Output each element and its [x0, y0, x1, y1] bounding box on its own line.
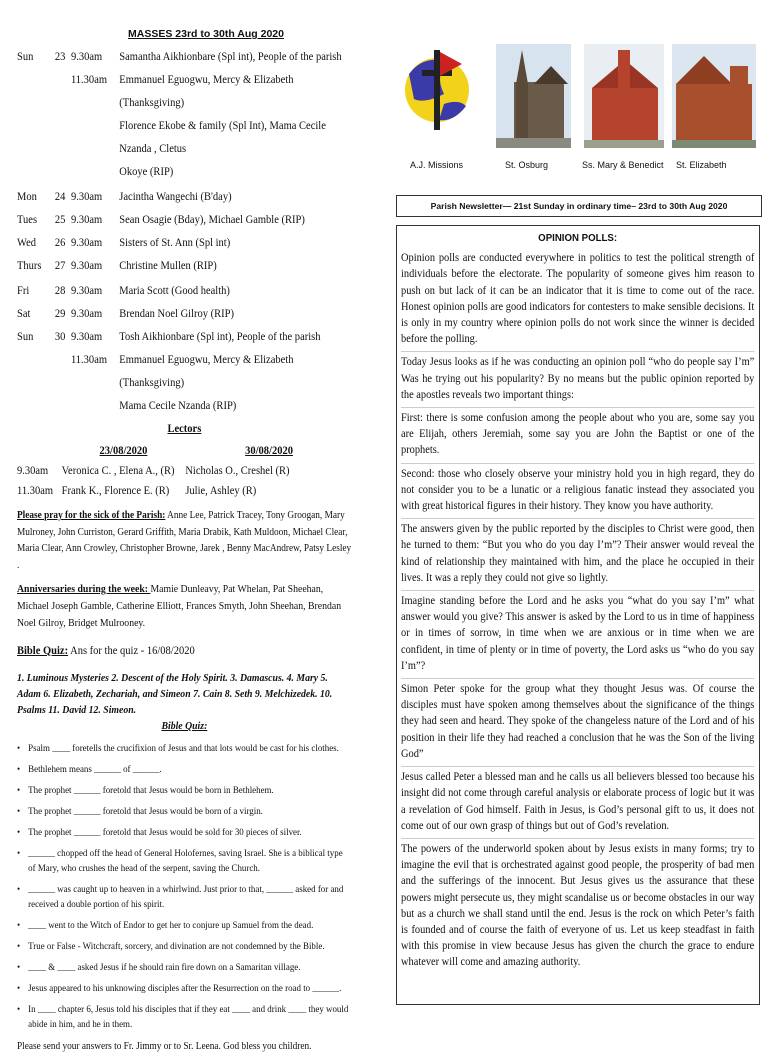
mass-time: 9.30am — [70, 51, 103, 63]
mass-time: 9.30am — [70, 191, 103, 203]
mass-time — [71, 115, 119, 161]
answers-text: 1. Luminous Mysteries 2. Descent of the Holy Spirit. 3. Damascus. 4. Mary 5. Adam 6. Elizabeth, Zechariah, and Simeon 7. Cain 8. Seth 9. Melchizedek. 10. Psalms 11. David 12. Simeon. — [17, 673, 333, 716]
bible-quiz-date: Ans for the quiz - 16/08/2020 — [68, 645, 195, 657]
quiz-question-text: The prophet ______ foretold that Jesus would be born of a virgin. — [28, 806, 263, 817]
quiz-question — [17, 1002, 352, 1032]
quiz-question — [17, 981, 352, 996]
bullet-icon: • — [17, 1004, 21, 1015]
quiz-question — [17, 918, 352, 933]
mass-intent: Florence Ekobe & family (Spl Int), Mama Cecile Nzanda , Cletus — [119, 120, 326, 155]
article-paragraph: Jesus called Peter a blessed man and he calls us all believers blessed too because his insight did not come through careful analysis or elaborate process of logic but it was a revelation of God himself. Faith in Jesus, is God’s personal gift to us, it does not come out of our own grasp of things but out of God’s revelation. — [401, 766, 754, 834]
mass-time: 9.30am — [70, 237, 103, 249]
mass-date: 23 — [54, 51, 66, 63]
mass-time: 11.30am — [70, 74, 108, 86]
quiz-question — [17, 741, 352, 756]
caption-st-osburg: St. Osburg — [505, 160, 549, 170]
newsletter-banner: Parish Newsletter— 21st Sunday in ordinary time– 23rd to 30th Aug 2020 — [396, 195, 762, 217]
quiz-question — [17, 846, 352, 876]
article-paragraph: The powers of the underworld spoken about by Jesus exists in many forms; try to imagine the evil that is orchestrated against good people, the prosperity of bad men and the sufferings of the innocent. But Jesus gives us the assurance that these powers might persecute us, they might scandalise us or become obstacles in our way but as a church we shall stand until the end. Jesus is the rock on which Peter’s faith is founded and of course the faith of everyone of us. Let us keep steadfast in faith with this promise in view because Jesus has given the church the grace to endure whatever will come and amazing authority. — [401, 838, 754, 971]
mass-day: Sun — [17, 331, 34, 343]
mass-date: 25 — [54, 214, 66, 226]
article-paragraph: Imagine standing before the Lord and he asks you “what do you say I’m” what answer would you give? This answer is asked by the Lord to us in time of happiness or in times of sorrow, in time when we are anxious or in time when we are confident, in time of plenty or in time of poverty, the Lord asks us “who do you say I’m”? — [401, 590, 754, 674]
mass-date: 24 — [54, 191, 66, 203]
lectors-time: 11.30am — [17, 485, 54, 497]
mass-intent: Tosh Aikhionbare (Spl int), People of the parish — [119, 331, 321, 343]
quiz-question — [17, 960, 352, 975]
article-paragraph: The answers given by the public reported by the disciples to Christ were good, then he turned to them: “But you who do you day I’m”? Their answer would reveal the kind of relationship they maintained with him, and the place he occupied in their lives. It was a reply they could not give so lightly. — [401, 518, 754, 586]
quiz-question — [17, 804, 352, 819]
mass-day: Wed — [17, 237, 36, 249]
mass-row — [17, 115, 352, 161]
lectors-date-1: 23/08/2020 — [99, 445, 148, 457]
mass-time: 9.30am — [70, 308, 103, 320]
mass-row — [17, 161, 352, 184]
quiz-question-text: Psalm ____ foretells the crucifixion of Jesus and that lots would be cast for his clothes. — [28, 743, 339, 754]
anniversaries — [17, 581, 352, 632]
quiz-question-text: ______ was caught up to heaven in a whirlwind. Just prior to that, ______ asked for and received a double portion of his spirit. — [28, 884, 344, 910]
bullet-icon: • — [17, 764, 21, 775]
lectors-time: 9.30am — [17, 465, 49, 477]
mass-day: Fri — [17, 285, 30, 297]
left-column — [17, 28, 352, 1058]
article-body — [401, 250, 754, 970]
opinion-polls-article — [396, 225, 760, 1005]
mass-intent: Maria Scott (Good health) — [119, 285, 230, 297]
mass-date: 30 — [54, 331, 66, 343]
quiz-question-text: Jesus appeared to his unknowing disciples after the Resurrection on the road to ______. — [28, 983, 342, 994]
lectors-cell: Frank K., Florence E. (R) — [61, 485, 170, 497]
quiz-closing: Please send your answers to Fr. Jimmy or to Sr. Leena. God bless you children. — [17, 1041, 312, 1052]
mass-row — [17, 349, 352, 395]
lectors-cell: Julie, Ashley (R) — [185, 485, 257, 497]
lectors-heading: Lectors — [167, 423, 202, 435]
article-title: OPINION POLLS: — [538, 232, 618, 244]
quiz-question-text: ____ & ____ asked Jesus if he should rain fire down on a Samaritan village. — [28, 962, 301, 973]
mass-date: 28 — [54, 285, 66, 297]
mass-intent: Okoye (RIP) — [119, 166, 174, 178]
bible-quiz-header — [17, 640, 352, 663]
quiz-question — [17, 939, 352, 954]
masses-title: MASSES 23rd to 30th Aug 2020 — [128, 28, 284, 40]
mass-row — [17, 209, 352, 232]
anniversaries-names: Mamie Dunleavy, Pat Whelan, Pat Sheehan, Michael Joseph Gamble, Catherine Elliott, Frances Smyth, John Sheehan, Brendan Noel Gilroy, Bridget Mulrooney. — [17, 584, 342, 629]
mass-day: Sat — [17, 308, 31, 320]
article-paragraph: Simon Peter spoke for the group what they thought Jesus was. Of course the disciples must have spoken among themselves about the significance of the things they had seen and heard. They spoke of the changeless nature of the Lord and of his position in their life they had reached a conclusion that he was the Son of the living God” — [401, 678, 754, 762]
mass-date — [52, 69, 65, 115]
mass-row — [17, 46, 352, 69]
mass-row — [17, 303, 352, 326]
mass-date: 29 — [54, 308, 66, 320]
aj-missions-logo — [405, 50, 469, 130]
sick-list — [17, 508, 352, 574]
mass-intent: Sisters of St. Ann (Spl int) — [119, 237, 231, 249]
mass-day: Tues — [17, 214, 38, 226]
lectors-date-2: 30/08/2020 — [245, 445, 293, 457]
bullet-icon: • — [17, 884, 21, 895]
mass-row — [17, 326, 352, 349]
quiz-question — [17, 825, 352, 840]
caption-ss-mary-benedict: Ss. Mary & Benedict — [582, 160, 664, 170]
mass-day: Sun — [17, 51, 34, 63]
bullet-icon: • — [17, 920, 21, 931]
mass-row — [17, 255, 352, 278]
quiz-question-text: Bethlehem means ______ of ______. — [28, 764, 162, 775]
mass-schedule — [17, 46, 352, 418]
article-paragraph: Today Jesus looks as if he was conducting an opinion poll “who do people say I’m” Was he trying out his popularity? By no means but the public opinion reported by the apostles reveals two important things: — [401, 351, 754, 403]
quiz-questions — [17, 741, 352, 1032]
mass-row — [17, 232, 352, 255]
mass-date — [52, 115, 65, 161]
mass-time: 9.30am — [70, 260, 103, 272]
bullet-icon: • — [17, 743, 21, 754]
quiz-question-text: True or False - Witchcraft, sorcery, and divination are not condemned by the Bible. — [28, 941, 325, 952]
mass-row — [17, 280, 352, 303]
article-paragraph: First: there is some confusion among the people about who you are, some say you are Elijah, others Jeremiah, some say you are John the Baptist or one of the prophets. — [401, 407, 754, 459]
quiz-title: Bible Quiz: — [161, 721, 208, 732]
anniversaries-label: Anniversaries during the week: — [17, 584, 151, 595]
mass-time: 9.30am — [70, 331, 103, 343]
mass-date — [52, 395, 65, 418]
mass-time — [71, 395, 119, 418]
mass-day — [17, 349, 52, 395]
mass-day: Mon — [17, 191, 37, 203]
st-osburg-photo — [496, 44, 571, 148]
mass-row — [17, 186, 352, 209]
sick-names: Anne Lee, Patrick Tracey, Tony Groogan, Mary Mulroney, John Curriston, Gerard Griffith, Maria Drabik, Kath Muldoon, Michael Clear, Maria Clear, Ann Crowley, Christopher Browne, Jarek , Benny MacAndrew, Patsy Lesley . — [17, 510, 352, 571]
st-elizabeth-photo — [672, 44, 756, 148]
mass-day — [17, 115, 52, 161]
caption-aj-missions: A.J. Missions — [410, 160, 464, 170]
mass-date: 26 — [54, 237, 66, 249]
bullet-icon: • — [17, 827, 21, 838]
mass-intent: Mama Cecile Nzanda (RIP) — [119, 400, 237, 412]
mass-time: 9.30am — [70, 285, 103, 297]
mass-intent: Samantha Aikhionbare (Spl int), People of the parish — [119, 51, 342, 63]
quiz-question — [17, 882, 352, 912]
mass-intent: Brendan Noel Gilroy (RIP) — [119, 308, 234, 320]
mass-row — [17, 395, 352, 418]
quiz-question — [17, 783, 352, 798]
mass-day — [17, 69, 52, 115]
mass-time: 9.30am — [70, 214, 103, 226]
mass-time — [71, 161, 119, 184]
bullet-icon: • — [17, 962, 21, 973]
mass-date: 27 — [54, 260, 66, 272]
quiz-question-text: The prophet ______ foretold that Jesus would be sold for 30 pieces of silver. — [28, 827, 302, 838]
bible-quiz-label: Bible Quiz: — [17, 645, 69, 657]
mass-intent: Christine Mullen (RIP) — [119, 260, 217, 272]
church-photos — [404, 44, 756, 148]
mass-date — [52, 349, 65, 395]
article-paragraph: Opinion polls are conducted everywhere in politics to test the political strength of individuals before the electorate. The popularity of someone gives him reason to push on but lack of it can be an indicator that it is time to come out of the race. Honest opinion polls are good indicators for contesters to make sensible decisions. It is only in my country where opinion polls do not work since the winner is decided before the polling. — [401, 252, 755, 346]
bullet-icon: • — [17, 941, 21, 952]
quiz-question — [17, 762, 352, 777]
mass-date — [52, 161, 65, 184]
mass-day: Thurs — [17, 260, 42, 272]
quiz-question-text: In ____ chapter 6, Jesus told his disciples that if they eat ____ and drink ____ they would abide in him, and he in them. — [28, 1004, 349, 1030]
mass-intent: Emmanuel Eguogwu, Mercy & Elizabeth (Thanksgiving) — [119, 74, 294, 109]
lectors-cell: Nicholas O., Creshel (R) — [185, 465, 290, 477]
quiz-question-text: The prophet ______ foretold that Jesus would be born in Bethlehem. — [28, 785, 274, 796]
lectors-table — [17, 441, 352, 501]
mass-time: 11.30am — [70, 354, 108, 366]
quiz-question-text: ____ went to the Witch of Endor to get her to conjure up Samuel from the dead. — [28, 920, 314, 931]
bullet-icon: • — [17, 983, 21, 994]
bible-quiz-answers — [17, 671, 352, 735]
mass-day — [17, 161, 52, 184]
mass-intent: Jacintha Wangechi (B'day) — [119, 191, 232, 203]
ss-mary-benedict-photo — [584, 44, 664, 148]
caption-st-elizabeth: St. Elizabeth — [676, 160, 727, 170]
mass-intent: Emmanuel Eguogwu, Mercy & Elizabeth (Thanksgiving) — [119, 354, 294, 389]
sick-label: Please pray for the sick of the Parish: — [17, 510, 166, 521]
quiz-question-text: ______ chopped off the head of General Holofernes, saving Israel. She is a biblical type of Mary, who crushes the head of the serpent, saving the Church. — [28, 848, 343, 874]
bullet-icon: • — [17, 848, 21, 859]
mass-intent: Sean Osagie (Bday), Michael Gamble (RIP) — [119, 214, 305, 226]
bullet-icon: • — [17, 785, 21, 796]
lectors-cell: Veronica C. , Elena A., (R) — [61, 465, 175, 477]
article-paragraph: Second: those who closely observe your ministry hold you in high regard, they do not consider you to be a lunatic or a religious fanatic instead they associated you with great historical figures in their history. They know you have authority. — [401, 463, 754, 515]
bullet-icon: • — [17, 806, 21, 817]
mass-row — [17, 69, 352, 115]
mass-day — [17, 395, 52, 418]
